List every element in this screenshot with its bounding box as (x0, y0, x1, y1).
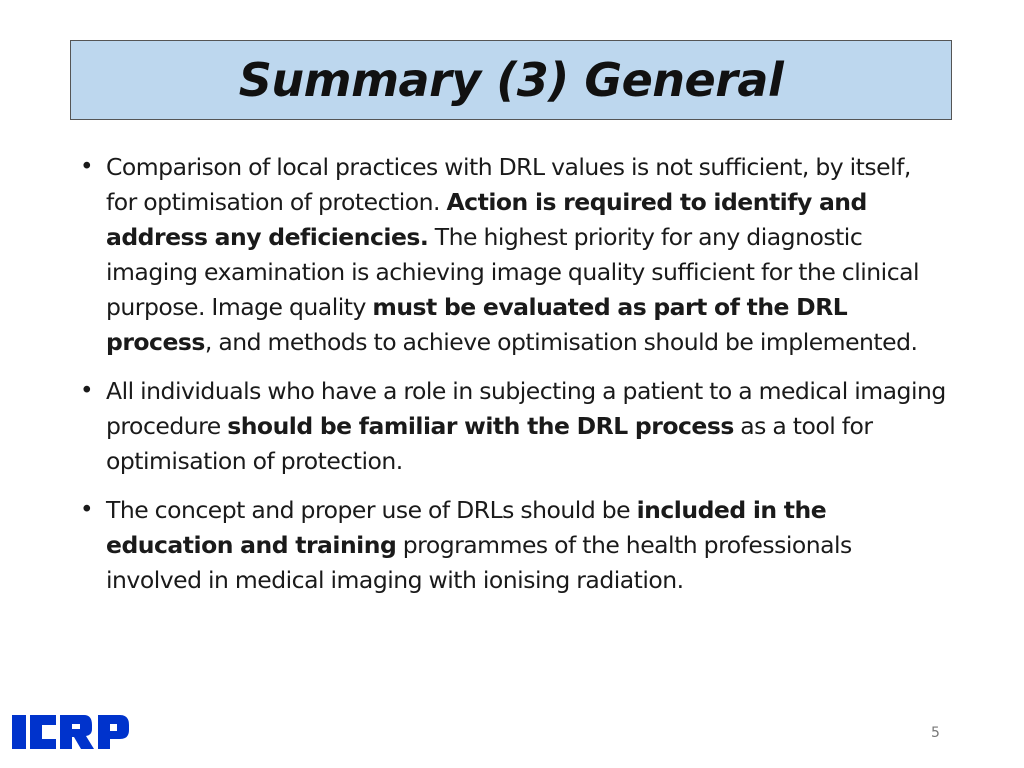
bullet-dot-icon: • (80, 497, 94, 523)
bullet-text: Comparison of local practices with DRL values is not sufficient, by itself, for optimisation of protection. Action is required to identify and address any deficiencies. The highest priority for any diagnostic imaging examination is achieving image quality sufficient for the clinical purpose. Image quality must be evaluated as part of the DRL process, and methods to achieve optimisation should be implemented. (106, 153, 920, 356)
bullet-list (78, 150, 948, 612)
title-box (70, 40, 952, 120)
bullet-item (78, 150, 948, 360)
bullet-dot-icon: • (80, 378, 94, 404)
bullet-text: The concept and proper use of DRLs should be included in the education and training programmes of the health professionals involved in medical imaging with ionising radiation. (106, 496, 852, 594)
bullet-item (78, 493, 948, 598)
bullet-item (78, 374, 948, 479)
slide-title: Summary (3) General (238, 53, 784, 107)
bullet-text: All individuals who have a role in subjecting a patient to a medical imaging procedure should be familiar with the DRL process as a tool for optimisation of protection. (106, 377, 946, 475)
page-number: 5 (931, 725, 940, 741)
bullet-dot-icon: • (80, 154, 94, 180)
icrp-logo (12, 713, 130, 751)
